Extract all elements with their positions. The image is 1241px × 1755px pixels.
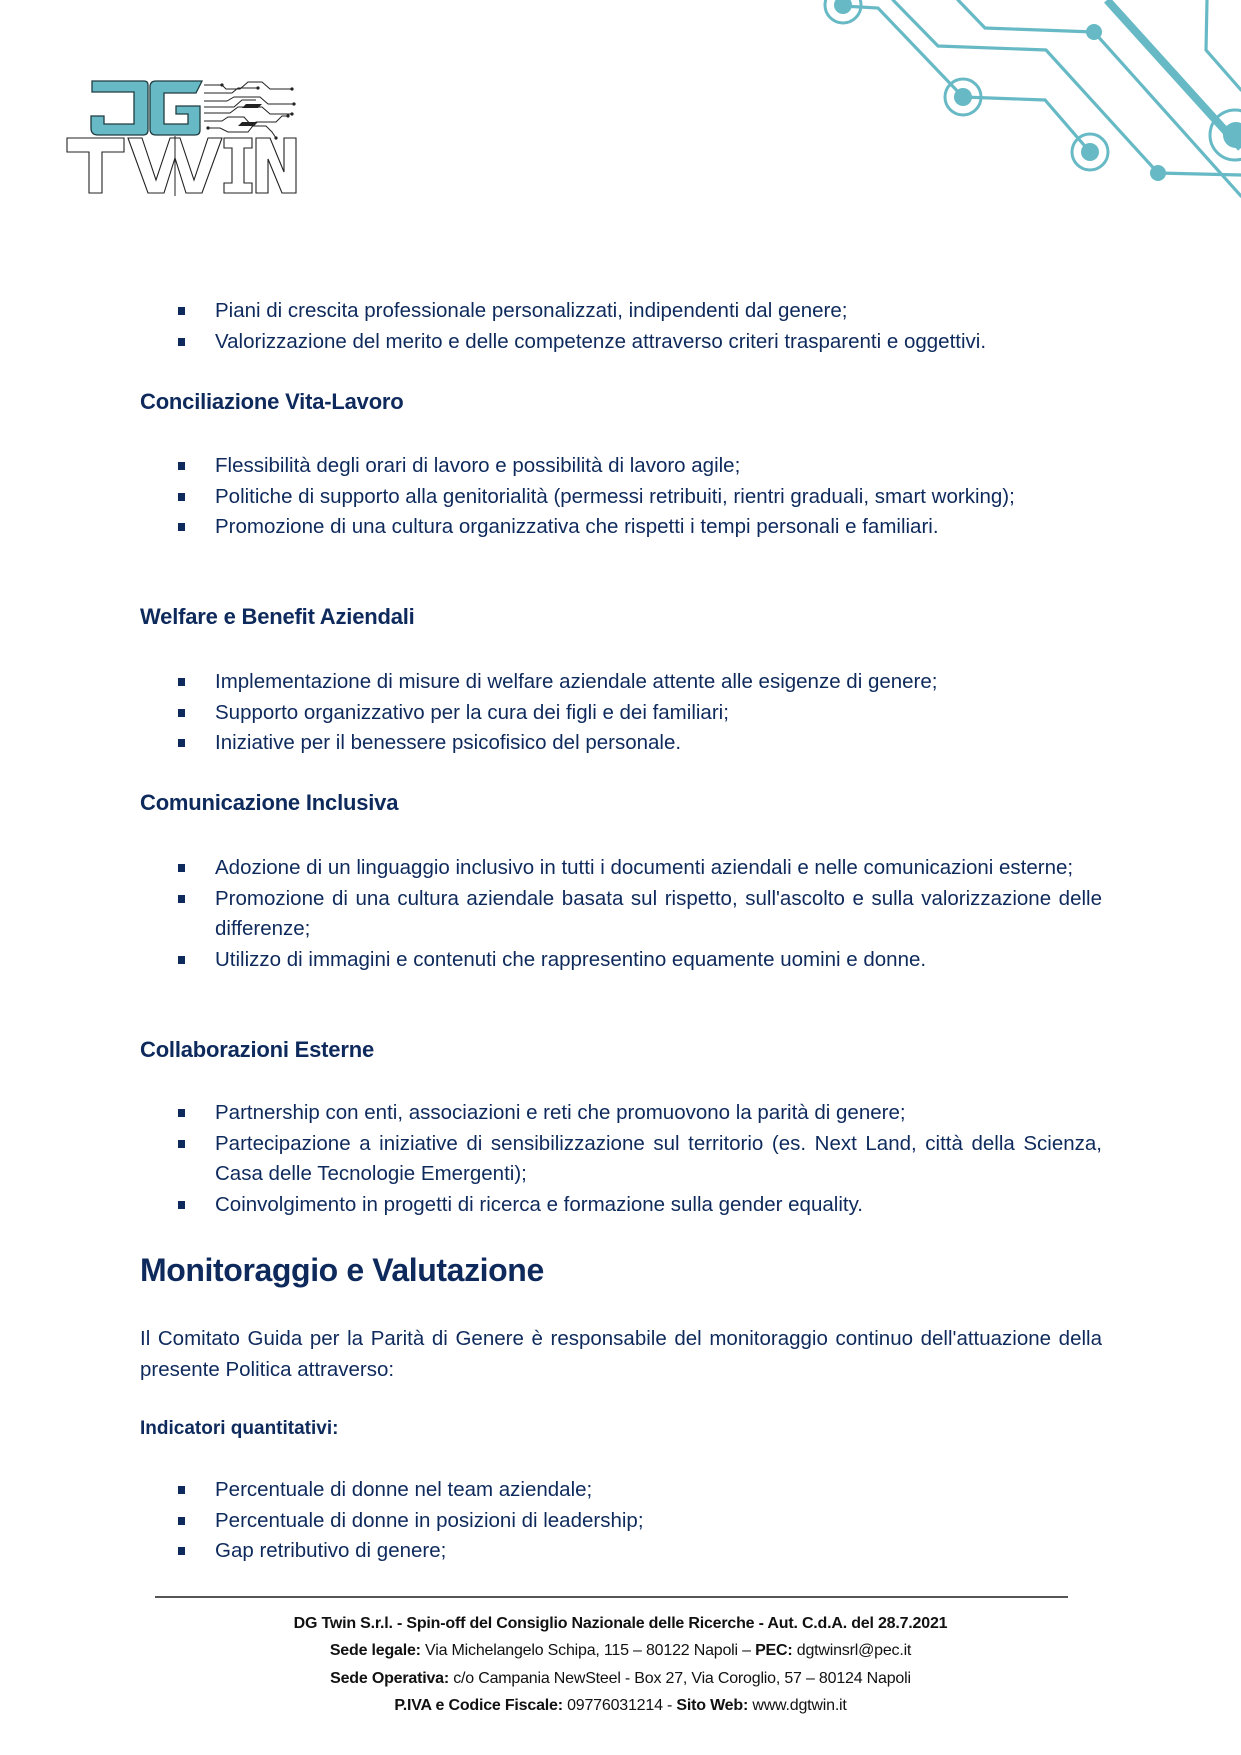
list-item: Flessibilità degli orari di lavoro e possibilità di lavoro agile; <box>140 451 1102 482</box>
square-bullet-icon <box>178 895 185 903</box>
square-bullet-icon <box>178 956 185 964</box>
circuit-node <box>954 88 972 106</box>
square-bullet-icon <box>178 864 185 872</box>
list-item: Coinvolgimento in progetti di ricerca e formazione sulla gender equality. <box>140 1190 1102 1221</box>
comunicazione-list <box>140 853 1102 975</box>
square-bullet-icon <box>178 1109 185 1117</box>
square-bullet-icon <box>178 1201 185 1209</box>
list-item: Politiche di supporto alla genitorialità (permessi retribuiti, rientri graduali, smart working); <box>140 482 1102 513</box>
section-heading-welfare: Welfare e Benefit Aziendali <box>140 604 415 629</box>
section-heading-conciliazione: Conciliazione Vita-Lavoro <box>140 389 404 414</box>
circuit-node <box>1081 143 1099 161</box>
conciliazione-list <box>140 451 1102 543</box>
collaborazioni-list <box>140 1098 1102 1220</box>
list-item: Iniziative per il benessere psicofisico del personale. <box>140 728 1102 759</box>
logo-twin-letters <box>67 138 296 193</box>
square-bullet-icon <box>178 307 185 315</box>
circuit-node <box>1086 24 1102 40</box>
list-item: Adozione di un linguaggio inclusivo in tutti i documenti aziendali e nelle comunicazioni esterne; <box>140 853 1102 884</box>
welfare-list <box>140 667 1102 759</box>
list-item: Piani di crescita professionale personalizzati, indipendenti dal genere; <box>140 296 1102 327</box>
footer-legal-address: Sede legale: Via Michelangelo Schipa, 115 – 80122 Napoli – PEC: dgtwinsrl@pec.it <box>329 1642 912 1659</box>
square-bullet-icon <box>178 709 185 717</box>
square-bullet-icon <box>178 678 185 686</box>
square-bullet-icon <box>178 1517 185 1525</box>
section-heading-collaborazioni: Collaborazioni Esterne <box>140 1037 374 1062</box>
square-bullet-icon <box>178 1547 185 1555</box>
list-item: Utilizzo di immagini e contenuti che rappresentino equamente uomini e donne. <box>140 945 1102 976</box>
logo-circuit-lines <box>204 82 294 138</box>
circuit-node <box>1150 165 1166 181</box>
square-bullet-icon <box>178 1486 185 1494</box>
footer-company-line: DG Twin S.r.l. - Spin-off del Consiglio Nazionale delle Ricerche - Aut. C.d.A. del 28.7.2021 <box>293 1615 948 1632</box>
footer-operative-address: Sede Operativa: c/o Campania NewSteel - Box 27, Via Coroglio, 57 – 80124 Napoli <box>330 1670 911 1687</box>
list-item: Percentuale di donne in posizioni di leadership; <box>140 1506 1102 1537</box>
subheading-indicatori: Indicatori quantitativi: <box>140 1418 339 1439</box>
career-list <box>140 296 1102 357</box>
logo-dg-letters <box>91 81 202 135</box>
heading-monitoraggio: Monitoraggio e Valutazione <box>140 1252 544 1288</box>
list-item: Promozione di una cultura aziendale basata sul rispetto, sull'ascolto e sulla valorizzazione delle differenze; <box>140 884 1102 945</box>
square-bullet-icon <box>178 338 185 346</box>
list-item: Partnership con enti, associazioni e reti che promuovono la parità di genere; <box>140 1098 1102 1129</box>
indicatori-list <box>140 1475 1102 1567</box>
square-bullet-icon <box>178 1140 185 1148</box>
list-item: Promozione di una cultura organizzativa che rispetti i tempi personali e familiari. <box>140 512 1102 543</box>
square-bullet-icon <box>178 462 185 470</box>
square-bullet-icon <box>178 493 185 501</box>
list-item: Percentuale di donne nel team aziendale; <box>140 1475 1102 1506</box>
list-item: Valorizzazione del merito e delle competenze attraverso criteri trasparenti e oggettivi. <box>140 327 1102 358</box>
list-item: Gap retributivo di genere; <box>140 1536 1102 1567</box>
pec-email: dgtwinsrl@pec.it <box>792 1642 912 1659</box>
circuit-node <box>834 0 852 14</box>
circuit-decoration <box>800 0 1241 200</box>
list-item: Implementazione di misure di welfare aziendale attente alle esigenze di genere; <box>140 667 1102 698</box>
website-link: www.dgtwin.it <box>748 1697 847 1714</box>
list-item: Partecipazione a iniziative di sensibilizzazione sul territorio (es. Next Land, città della Scienza, Casa delle Tecnologie Emergenti); <box>140 1129 1102 1190</box>
section-heading-comunicazione: Comunicazione Inclusiva <box>140 790 399 815</box>
monitoring-paragraph: Il Comitato Guida per la Parità di Genere è responsabile del monitoraggio continuo dell'attuazione della presente Politica attraverso: <box>140 1327 1102 1381</box>
list-item: Supporto organizzativo per la cura dei figli e dei familiari; <box>140 698 1102 729</box>
footer-vat-website: P.IVA e Codice Fiscale: 09776031214 - Sito Web: www.dgtwin.it <box>394 1697 847 1714</box>
square-bullet-icon <box>178 739 185 747</box>
square-bullet-icon <box>178 523 185 531</box>
dg-twin-logo <box>62 76 298 198</box>
footer-divider <box>155 1596 1068 1598</box>
